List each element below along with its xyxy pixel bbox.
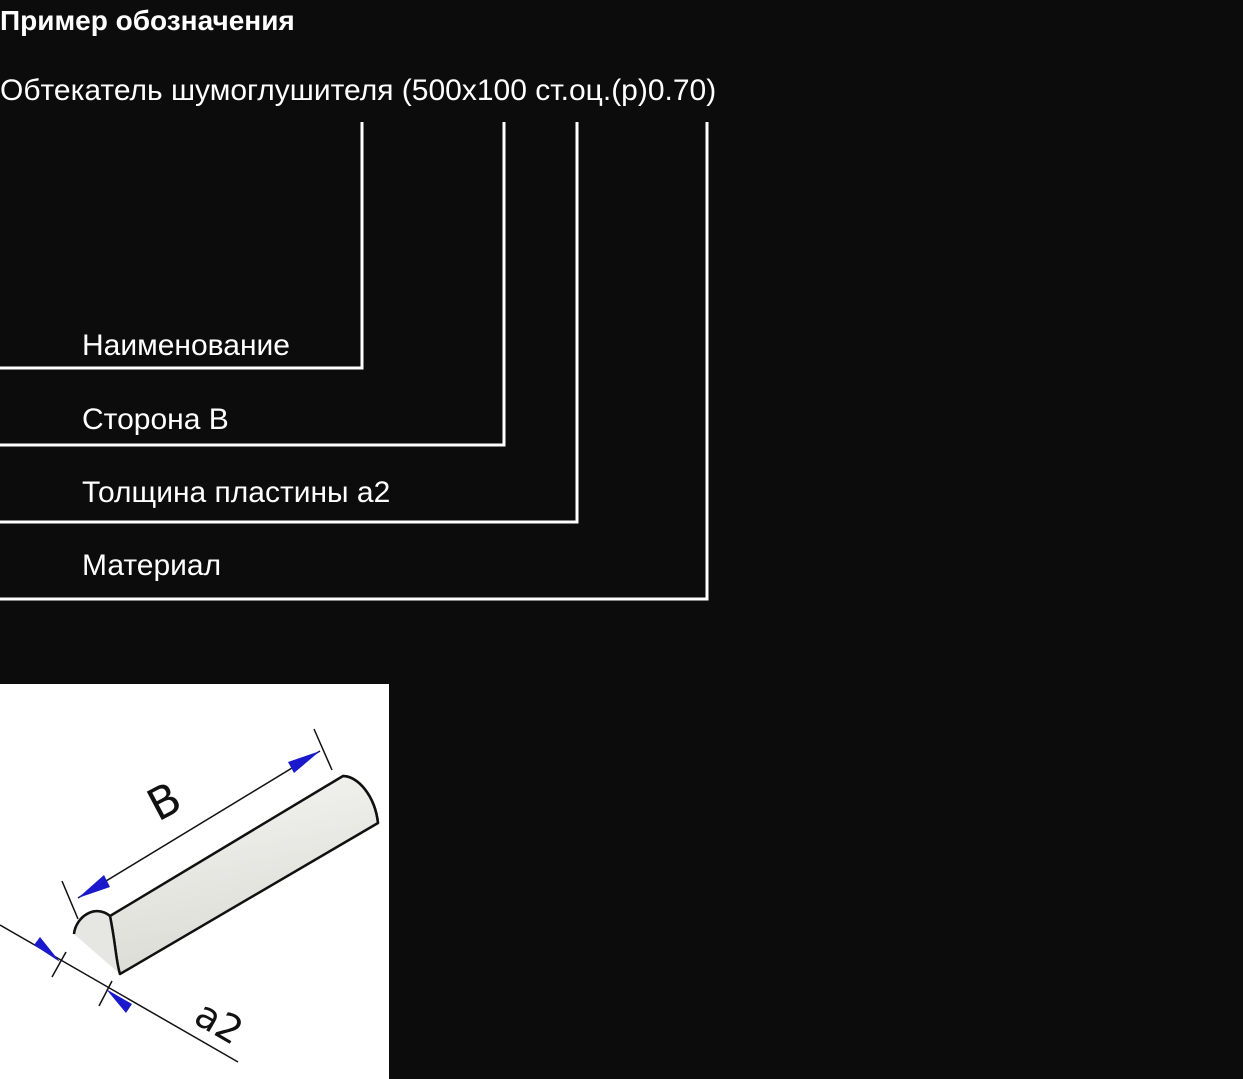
page-title: Пример обозначения [0, 5, 295, 36]
dimension-label-b: B [139, 772, 190, 832]
legend-label-name: Наименование [82, 329, 290, 362]
arrow-b-left [78, 875, 110, 898]
legend-label-thickness: Толщина пластины а2 [82, 476, 391, 509]
dimension-label-a2: a2 [187, 991, 251, 1054]
arrow-a2-left [34, 937, 60, 962]
legend-label-material: Материал [82, 549, 222, 582]
arrow-b-right [288, 751, 320, 773]
extension-line-b-left [62, 881, 78, 919]
leader-line-thickness [0, 122, 577, 522]
leader-line-side-b [0, 122, 504, 445]
legend-label-side-b: Сторона B [82, 403, 229, 436]
fairing-drawing-svg [0, 684, 389, 1079]
fairing-body [74, 776, 378, 974]
designation-example: Обтекатель шумоглушителя (500x100 ст.оц.(р)0.70) [0, 74, 717, 107]
extension-line-b-right [314, 729, 332, 770]
arrow-a2-right [106, 989, 132, 1013]
fairing-drawing [0, 684, 389, 1079]
